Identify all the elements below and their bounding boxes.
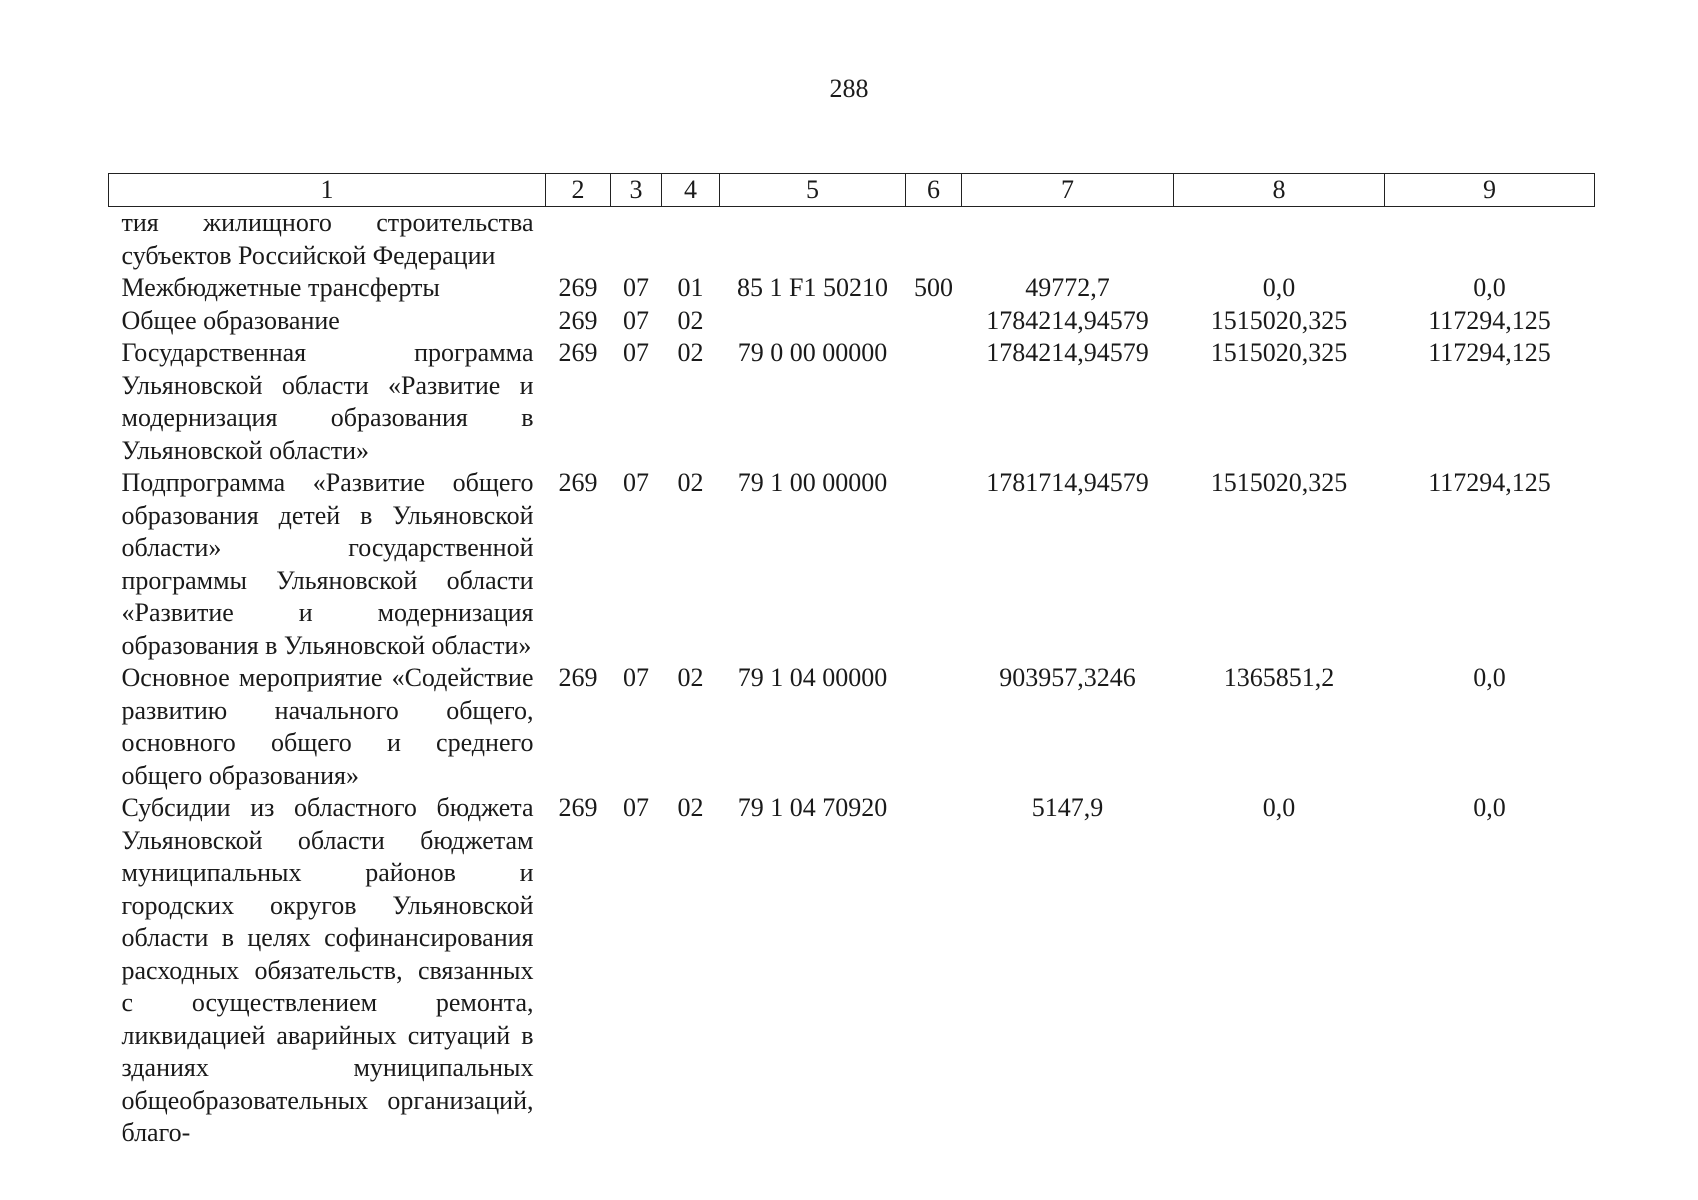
- table-row: [109, 305, 1595, 338]
- cell-col2: 269: [558, 338, 598, 367]
- cell-col5: [720, 305, 906, 338]
- cell-col8: 1515020,325: [1210, 305, 1348, 335]
- cell-col8: 1515020,325: [1210, 338, 1348, 367]
- cell-col3: 07: [623, 663, 649, 692]
- cell-col2: 269: [558, 305, 598, 335]
- table-row: [109, 662, 1595, 792]
- cell-col4: 02: [677, 338, 704, 367]
- cell-col8: 1515020,325: [1210, 468, 1348, 497]
- cell-col4: [662, 207, 720, 273]
- cell-col9: 117294,125: [1428, 338, 1551, 367]
- cell-col3: 07: [623, 305, 649, 335]
- cell-col5: 85 1 F1 50210: [737, 273, 888, 302]
- cell-col6: [906, 207, 962, 273]
- cell-col2: 269: [558, 273, 598, 302]
- cell-col5: 79 0 00 00000: [737, 338, 888, 367]
- header-cell: 6: [906, 174, 962, 207]
- cell-col4: 02: [677, 663, 704, 692]
- cell-col4: 02: [677, 468, 704, 497]
- cell-col8: 0,0: [1262, 793, 1296, 822]
- row-name: Общее образование: [121, 305, 340, 335]
- cell-col5: [720, 207, 906, 273]
- cell-col8: 1365851,2: [1223, 663, 1335, 692]
- header-cell: 8: [1174, 174, 1385, 207]
- cell-col2: 269: [558, 793, 598, 822]
- cell-col3: 07: [623, 273, 649, 302]
- table-row: [109, 272, 1595, 305]
- cell-col9: 0,0: [1473, 793, 1506, 822]
- row-name: Подпрограмма «Развитие общего образования детей в Ульяновской области» государственной программы Ульяновской области «Развитие и модернизация образования в Ульяновской области»: [121, 468, 534, 660]
- page-number: 288: [829, 74, 869, 103]
- cell-col9: 117294,125: [1428, 305, 1551, 335]
- budget-table: [108, 173, 1595, 1150]
- cell-col4: 01: [677, 273, 704, 302]
- header-cell: 9: [1385, 174, 1595, 207]
- cell-col7: 49772,7: [1025, 273, 1110, 302]
- cell-col3: 07: [623, 793, 649, 822]
- cell-col7: [962, 207, 1174, 273]
- cell-col7: 1784214,94579: [986, 338, 1149, 367]
- header-cell: 1: [109, 174, 546, 207]
- table-row: [109, 207, 1595, 273]
- cell-col3: 07: [623, 468, 649, 497]
- cell-col5: 79 1 00 00000: [737, 468, 888, 497]
- row-name: Основное мероприятие «Содействие развитию начального общего, основного общего и среднего общего образования»: [121, 663, 534, 790]
- cell-col9: 0,0: [1473, 663, 1506, 692]
- header-cell: 4: [662, 174, 720, 207]
- cell-col7: 1784214,94579: [986, 305, 1149, 335]
- cell-col6: [906, 305, 962, 338]
- header-cell: 2: [546, 174, 611, 207]
- table-row: [109, 792, 1595, 1150]
- row-name: Межбюджетные трансферты: [121, 273, 440, 302]
- cell-col6: [906, 662, 962, 792]
- cell-col6: [906, 337, 962, 467]
- row-name: Государственная программа Ульяновской области «Развитие и модернизация образования в Ульяновской области»: [121, 338, 534, 465]
- cell-col6: 500: [914, 273, 953, 302]
- row-name: тия жилищного строительства субъектов Российской Федерации: [121, 208, 534, 270]
- cell-col8: 0,0: [1262, 273, 1296, 302]
- header-row: [109, 174, 1595, 207]
- cell-col6: [906, 792, 962, 1150]
- header-cell: 7: [962, 174, 1174, 207]
- cell-col6: [906, 467, 962, 662]
- table-row: [109, 467, 1595, 662]
- table-row: [109, 337, 1595, 467]
- header-cell: 3: [611, 174, 662, 207]
- header-cell: 5: [720, 174, 906, 207]
- cell-col3: 07: [623, 338, 649, 367]
- cell-col4: 02: [677, 305, 704, 335]
- cell-col9: 117294,125: [1428, 468, 1551, 497]
- cell-col2: 269: [558, 663, 598, 692]
- row-name: Субсидии из областного бюджета Ульяновской области бюджетам муниципальных районов и городских округов Ульяновской области в целях софинансирования расходных обязательств, связанных с осуществлением ремонта, ликвидацией аварийных ситуаций в зданиях муниципальных общеобразовательных организаций, благо-: [121, 793, 534, 1147]
- cell-col5: 79 1 04 00000: [737, 663, 888, 692]
- cell-col2: 269: [558, 468, 598, 497]
- cell-col9: [1385, 207, 1595, 273]
- cell-col9: 0,0: [1473, 273, 1506, 302]
- cell-col2: [546, 207, 611, 273]
- cell-col3: [611, 207, 662, 273]
- cell-col7: 5147,9: [1031, 793, 1104, 822]
- cell-col7: 903957,3246: [999, 663, 1136, 692]
- cell-col8: [1174, 207, 1385, 273]
- cell-col7: 1781714,94579: [986, 468, 1149, 497]
- cell-col5: 79 1 04 70920: [737, 793, 888, 822]
- cell-col4: 02: [677, 793, 704, 822]
